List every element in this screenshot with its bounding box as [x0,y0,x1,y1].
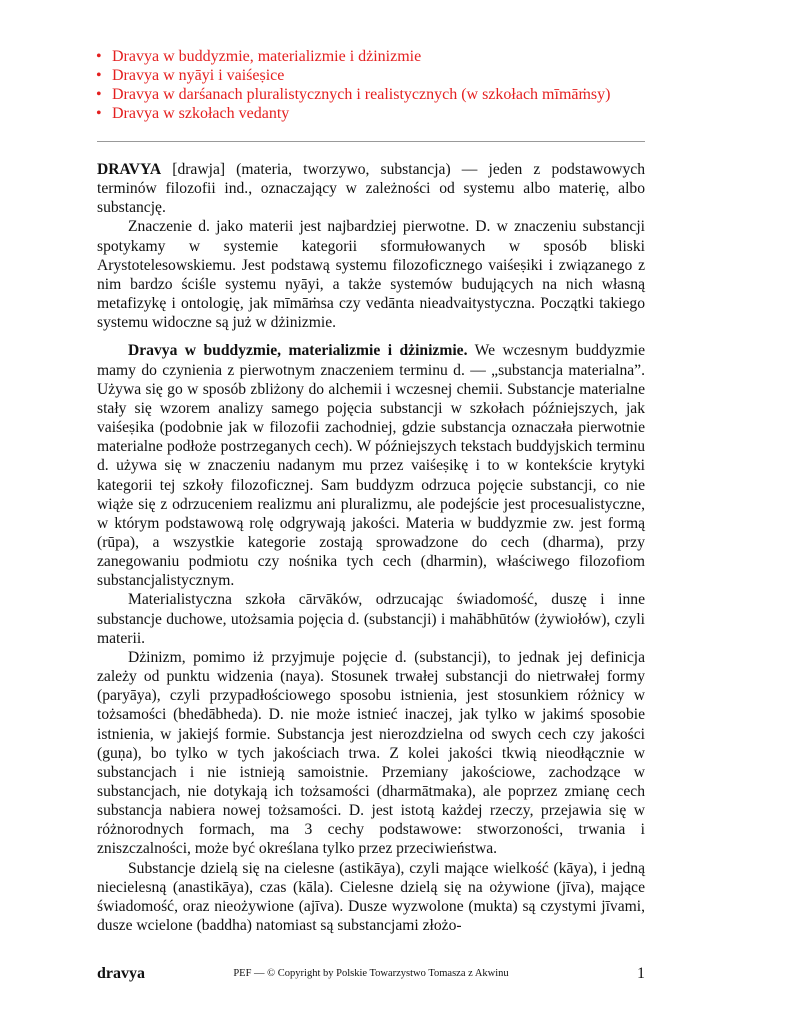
article-body [97,160,645,935]
article-headword: DRAVYA [97,161,162,178]
toc-link-darsanas[interactable]: • Dravya w darśanach pluralistycznych i realistycznych (w szkołach mīmāṁsy) [112,85,610,104]
horizontal-divider [97,141,645,142]
paragraph: Materialistyczna szkoła cārvāków, odrzucając świadomość, duszę i inne substancje duchowe, utożsamia pojęcia d. (substancji) i mahābhūtów (żywiołów), czyli materii. [97,591,645,647]
footer-entry-name: dravya [97,965,145,982]
toc-link-nyaya[interactable]: • Dravya w nyāyi i vaiśeṣice [112,66,610,85]
paragraph: Dżinizm, pomimo iż przyjmuje pojęcie d. (substancji), to jednak jej definicja zależy od punktu widzenia (naya). Stosunek trwałej substancji do nietrwałej formy (paryāya), czyli przypadłościowego sposobu istnienia, jest stosunkiem różnicy w tożsamości (bhedābheda). D. nie może istnieć inaczej, jak tylko w jakimś sposobie istnienia, w jakiejś formie. Substancja jest nierozdzielna od swych cech czy jakości (guṇa), bo tylko w tych jakościach trwa. Z kolei jakości tkwią nieodłącznie w substancjach i nie istnieją samoistnie. Przemiany jakościowe, zachodzące w substancjach, nie dotykają ich tożsamości (dharmātmaka), ale poprzez zmianę cech substancja nabiera nowej tożsamości. D. jest istotą każdej rzeczy, przejawia się w różnorodnych formach, ma 3 cechy podstawowe: stworzoności, trwania i zniszczalności, może być określana tylko przez przeciwieństwa. [97,648,645,858]
section-text: We wczesnym buddyzmie mamy do czynienia z pierwotnym znaczeniem terminu d. — „substancja materialna”. Używa się go w sposób zbliżony do alchemii i wczesnej chemii. Substancje materialne stały się wzorem analizy samego pojęcia substancji w szkołach późniejszych, jak vaiśeṣika (podobnie jak w filozofii zachodniej, gdzie substancja oznaczała pierwotnie materialne podłoże postrzeganych cech). W późniejszych tekstach buddyjskich terminu d. używa się w znaczeniu nadanym mu przez vaiśeṣikę i to w kontekście krytyki kategorii tej szkoły filozoficznej. Sam buddyzm odrzuca pojęcie substancji, co nie wiąże się z odrzuceniem realizmu ani pluralizmu, ale podejście jest procesualistyczne, w którym podstawową rolę odgrywają jakości. Materia w buddyzmie zw. jest formą (rūpa), a wszystkie kategorie zostają sprowadzone do cech (dharma), przy zanegowaniu podmiotu czy nośnika tych cech (dharmin), właściwego filozofiom substancjalistycznym. [97,342,645,590]
table-of-contents [98,47,610,123]
intro-text: [drawja] (materia, tworzywo, substancja) — jeden z podstawowych terminów filozofii ind., oznaczający w zależności od systemu albo materię, albo substancję. [97,161,645,217]
section-paragraph [97,341,645,590]
toc-link-buddhism[interactable]: • Dravya w buddyzmie, materializmie i dżinizmie [112,47,610,66]
page-number: 1 [637,965,645,982]
article-intro [97,160,645,217]
section-heading: Dravya w buddyzmie, materializmie i dżinizmie. [128,342,468,360]
toc-link-vedanta[interactable]: • Dravya w szkołach vedanty [112,104,610,123]
paragraph: Substancje dzielą się na cielesne (astikāya), czyli mające wielkość (kāya), i jedną niecielesną (anastikāya), czas (kāla). Cielesne dzielą się na ożywione (jīva), mające świadomość, oraz nieożywione (ajīva). Dusze wyzwolone (mukta) są czystymi jīvami, dusze wcielone (baddha) natomiast są substancjami złożo- [97,859,645,935]
footer-copyright: PEF — © Copyright by Polskie Towarzystwo Tomasza z Akwinu [233,968,509,979]
paragraph: Znaczenie d. jako materii jest najbardziej pierwotne. D. w znaczeniu substancji spotykamy w systemie kategorii sformułowanych w sposób bliski Arystotelesowskiemu. Jest podstawą systemu filozoficznego vaiśeṣiki i związanego z nim bardzo ściśle systemu nyāyi, a także systemów budujących na nich własną metafizykę i ontologię, jak mīmāṁsa czy vedānta nieadvaitystyczna. Początki takiego systemu widoczne są już w dżinizmie. [97,218,645,332]
page-footer [97,965,645,985]
